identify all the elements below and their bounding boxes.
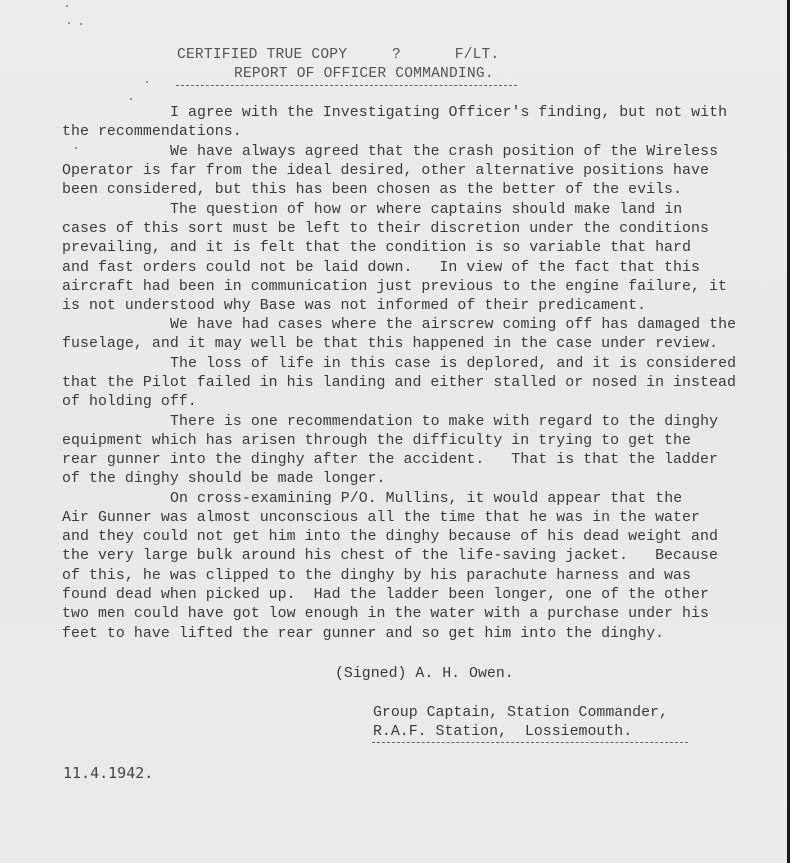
paragraph-line: We have always agreed that the crash position of the Wireless [170,144,719,160]
paragraph-line: I agree with the Investigating Officer's finding, but not with [170,105,728,121]
paragraph-line: is not understood why Base was not informed of their predicament. [62,298,647,314]
paragraph-line: cases of this sort must be left to their discretion under the conditions [62,221,709,237]
paragraph-line: the recommendations. [62,124,242,140]
paragraph-line: feet to have lifted the rear gunner and so get him into the dinghy. [62,626,665,642]
paragraph-line: On cross-examining P/O. Mullins, it would appear that the [170,491,683,507]
paragraph-line: that the Pilot failed in his landing and either stalled or nosed in instead [62,375,736,391]
paragraph-line: of holding off. [62,394,197,410]
signatory-title: Group Captain, Station Commander, [373,705,668,721]
paper-speck [80,23,82,25]
paper-speck [130,98,132,100]
paper-speck [66,5,68,7]
paper-speck [68,22,70,24]
paragraph-line: of this, he was clipped to the dinghy by his parachute harness and was [62,568,692,584]
paragraph-line: rear gunner into the dinghy after the accident. That is that the ladder [62,452,718,468]
paragraph-line: We have had cases where the airscrew coming off has damaged the [170,317,737,333]
paragraph-line: The question of how or where captains should make land in [170,202,683,218]
signatory-station: R.A.F. Station, Lossiemouth. [373,724,633,740]
paragraph-line: prevailing, and it is felt that the condition is so variable that hard [62,240,692,256]
paragraph-line: and fast orders could not be laid down. In view of the fact that this [62,260,700,276]
paper-speck [75,147,77,149]
paragraph-line: fuselage, and it may well be that this happened in the case under review. [62,336,718,352]
header-underline [176,85,517,87]
paragraph-line: equipment which has arisen through the difficulty in trying to get the [62,433,692,449]
header-certified-copy: CERTIFIED TRUE COPY ? F/LT. [177,47,500,63]
paragraph-line: Operator is far from the ideal desired, other alternative positions have [62,163,709,179]
paragraph-line: Air Gunner was almost unconscious all the time that he was in the water [62,510,700,526]
paragraph-line: There is one recommendation to make with regard to the dinghy [170,414,719,430]
paragraph-line: found dead when picked up. Had the ladder been longer, one of the other [62,587,709,603]
document-date: 11.4.1942. [63,764,154,782]
header-report-title: REPORT OF OFFICER COMMANDING. [234,66,494,82]
paragraph-line: the very large bulk around his chest of the life-saving jacket. Because [62,548,718,564]
paragraph-line: been considered, but this has been chosen as the better of the evils. [62,182,683,198]
paper-speck [146,81,148,83]
signed-by: (Signed) A. H. Owen. [335,666,514,682]
paragraph-line: The loss of life in this case is deplored, and it is considered [170,356,737,372]
signature-underline [372,742,688,743]
paragraph-line: aircraft had been in communication just previous to the engine failure, it [62,279,727,295]
paragraph-line: and they could not get him into the dinghy because of his dead weight and [62,529,718,545]
paragraph-line: of the dinghy should be made longer. [62,471,386,487]
paragraph-line: two men could have got low enough in the water with a purchase under his [62,606,709,622]
